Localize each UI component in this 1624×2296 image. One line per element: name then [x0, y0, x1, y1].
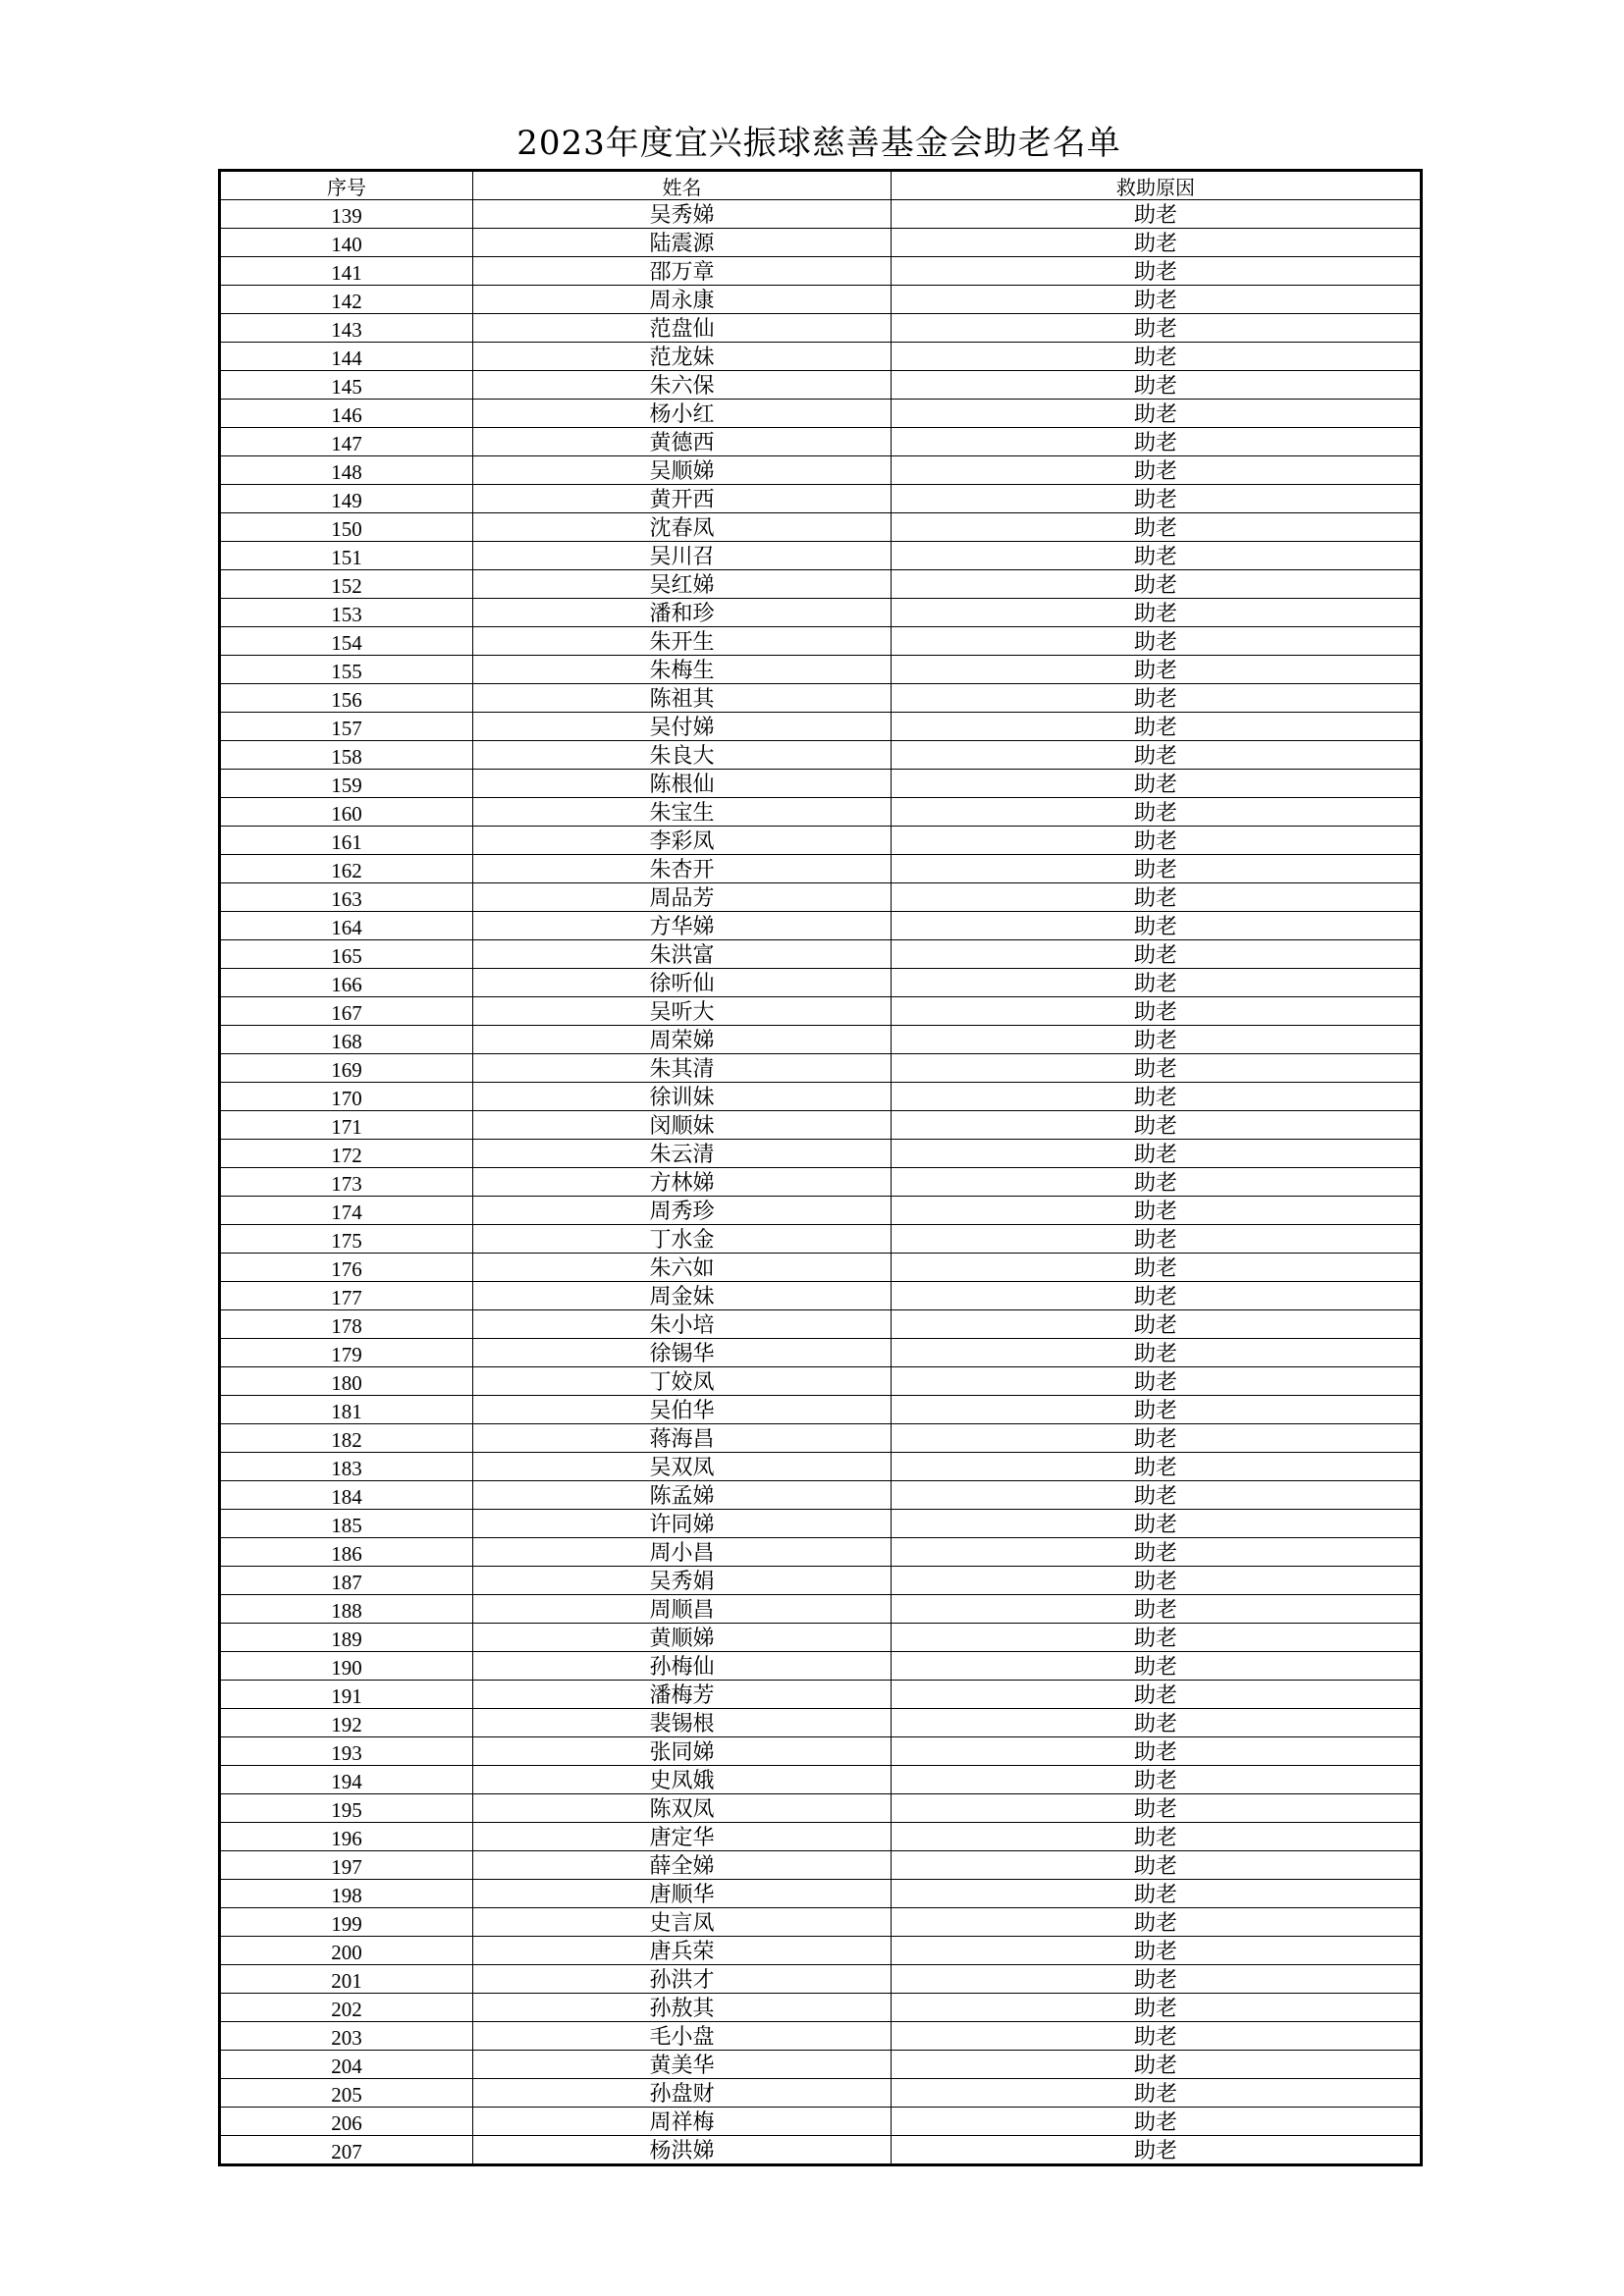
table-row	[220, 713, 1422, 741]
cell-serial-number: 201	[220, 1965, 473, 1994]
table-row	[220, 428, 1422, 456]
table-row	[220, 1965, 1422, 1994]
table-row	[220, 343, 1422, 371]
table-row	[220, 2108, 1422, 2136]
cell-aid-reason: 助老	[892, 1823, 1422, 1851]
cell-serial-number: 200	[220, 1937, 473, 1965]
cell-serial-number: 180	[220, 1367, 473, 1396]
header-name: 姓名	[473, 171, 892, 200]
table-row	[220, 627, 1422, 656]
cell-aid-reason: 助老	[892, 286, 1422, 314]
table-row	[220, 1994, 1422, 2022]
cell-aid-reason: 助老	[892, 456, 1422, 485]
cell-aid-reason: 助老	[892, 1709, 1422, 1737]
cell-name: 朱开生	[473, 627, 892, 656]
cell-name: 蒋海昌	[473, 1424, 892, 1453]
cell-name: 孙敖其	[473, 1994, 892, 2022]
table-row	[220, 1851, 1422, 1880]
cell-serial-number: 151	[220, 542, 473, 570]
table-row	[220, 827, 1422, 855]
cell-aid-reason: 助老	[892, 1908, 1422, 1937]
cell-aid-reason: 助老	[892, 1310, 1422, 1339]
cell-aid-reason: 助老	[892, 1737, 1422, 1766]
cell-aid-reason: 助老	[892, 1254, 1422, 1282]
cell-aid-reason: 助老	[892, 513, 1422, 542]
cell-serial-number: 147	[220, 428, 473, 456]
cell-serial-number: 169	[220, 1054, 473, 1083]
cell-aid-reason: 助老	[892, 1083, 1422, 1111]
cell-serial-number: 207	[220, 2136, 473, 2165]
cell-serial-number: 145	[220, 371, 473, 400]
cell-serial-number: 152	[220, 570, 473, 599]
cell-aid-reason: 助老	[892, 200, 1422, 229]
cell-serial-number: 185	[220, 1510, 473, 1538]
table-row	[220, 1624, 1422, 1652]
table-row	[220, 599, 1422, 627]
cell-serial-number: 154	[220, 627, 473, 656]
cell-serial-number: 188	[220, 1595, 473, 1624]
cell-name: 陈根仙	[473, 770, 892, 798]
cell-name: 黄美华	[473, 2051, 892, 2079]
cell-aid-reason: 助老	[892, 1851, 1422, 1880]
cell-serial-number: 172	[220, 1140, 473, 1168]
cell-aid-reason: 助老	[892, 570, 1422, 599]
cell-name: 张同娣	[473, 1737, 892, 1766]
cell-serial-number: 191	[220, 1681, 473, 1709]
cell-name: 范盘仙	[473, 314, 892, 343]
cell-serial-number: 194	[220, 1766, 473, 1794]
cell-name: 吴秀娟	[473, 1567, 892, 1595]
cell-aid-reason: 助老	[892, 1652, 1422, 1681]
cell-name: 朱六保	[473, 371, 892, 400]
table-row	[220, 2136, 1422, 2165]
cell-name: 吴伯华	[473, 1396, 892, 1424]
cell-name: 唐顺华	[473, 1880, 892, 1908]
cell-aid-reason: 助老	[892, 912, 1422, 940]
cell-aid-reason: 助老	[892, 1396, 1422, 1424]
cell-aid-reason: 助老	[892, 713, 1422, 741]
cell-name: 朱宝生	[473, 798, 892, 827]
cell-serial-number: 193	[220, 1737, 473, 1766]
cell-name: 陆震源	[473, 229, 892, 257]
cell-serial-number: 143	[220, 314, 473, 343]
cell-aid-reason: 助老	[892, 599, 1422, 627]
cell-aid-reason: 助老	[892, 2022, 1422, 2051]
cell-serial-number: 202	[220, 1994, 473, 2022]
table-row	[220, 1111, 1422, 1140]
table-row	[220, 400, 1422, 428]
cell-aid-reason: 助老	[892, 798, 1422, 827]
table-row	[220, 2022, 1422, 2051]
cell-serial-number: 179	[220, 1339, 473, 1367]
cell-name: 闵顺妹	[473, 1111, 892, 1140]
table-row	[220, 456, 1422, 485]
cell-serial-number: 168	[220, 1026, 473, 1054]
cell-name: 吴顺娣	[473, 456, 892, 485]
cell-serial-number: 189	[220, 1624, 473, 1652]
cell-serial-number: 160	[220, 798, 473, 827]
cell-serial-number: 203	[220, 2022, 473, 2051]
cell-name: 薛全娣	[473, 1851, 892, 1880]
table-row	[220, 1197, 1422, 1225]
header-aid-reason: 救助原因	[892, 171, 1422, 200]
table-row	[220, 1737, 1422, 1766]
table-row	[220, 770, 1422, 798]
cell-serial-number: 158	[220, 741, 473, 770]
cell-serial-number: 167	[220, 997, 473, 1026]
cell-serial-number: 204	[220, 2051, 473, 2079]
cell-name: 陈祖其	[473, 684, 892, 713]
table-row	[220, 1937, 1422, 1965]
cell-serial-number: 161	[220, 827, 473, 855]
cell-name: 陈双凤	[473, 1794, 892, 1823]
table-row	[220, 229, 1422, 257]
cell-name: 朱杏开	[473, 855, 892, 883]
cell-aid-reason: 助老	[892, 485, 1422, 513]
cell-serial-number: 195	[220, 1794, 473, 1823]
table-row	[220, 1083, 1422, 1111]
cell-name: 唐定华	[473, 1823, 892, 1851]
cell-aid-reason: 助老	[892, 343, 1422, 371]
table-row	[220, 798, 1422, 827]
header-serial-number: 序号	[220, 171, 473, 200]
cell-serial-number: 206	[220, 2108, 473, 2136]
cell-name: 裴锡根	[473, 1709, 892, 1737]
cell-name: 史凤娥	[473, 1766, 892, 1794]
cell-name: 邵万章	[473, 257, 892, 286]
cell-name: 朱云清	[473, 1140, 892, 1168]
table-row	[220, 485, 1422, 513]
cell-aid-reason: 助老	[892, 2079, 1422, 2108]
cell-name: 徐训妹	[473, 1083, 892, 1111]
cell-serial-number: 159	[220, 770, 473, 798]
table-row	[220, 1481, 1422, 1510]
cell-aid-reason: 助老	[892, 1367, 1422, 1396]
cell-aid-reason: 助老	[892, 400, 1422, 428]
cell-serial-number: 190	[220, 1652, 473, 1681]
table-row	[220, 1908, 1422, 1937]
table-row	[220, 257, 1422, 286]
cell-name: 吴听大	[473, 997, 892, 1026]
table-row	[220, 1709, 1422, 1737]
cell-aid-reason: 助老	[892, 1766, 1422, 1794]
cell-serial-number: 140	[220, 229, 473, 257]
table-row	[220, 1225, 1422, 1254]
cell-name: 朱梅生	[473, 656, 892, 684]
cell-aid-reason: 助老	[892, 827, 1422, 855]
cell-serial-number: 148	[220, 456, 473, 485]
cell-name: 周顺昌	[473, 1595, 892, 1624]
table-row	[220, 1823, 1422, 1851]
table-row	[220, 940, 1422, 969]
cell-name: 范龙妹	[473, 343, 892, 371]
cell-aid-reason: 助老	[892, 969, 1422, 997]
cell-aid-reason: 助老	[892, 1225, 1422, 1254]
table-row	[220, 570, 1422, 599]
cell-aid-reason: 助老	[892, 1937, 1422, 1965]
cell-aid-reason: 助老	[892, 684, 1422, 713]
cell-aid-reason: 助老	[892, 2136, 1422, 2165]
table-row	[220, 883, 1422, 912]
cell-name: 沈春凤	[473, 513, 892, 542]
cell-serial-number: 199	[220, 1908, 473, 1937]
cell-name: 杨洪娣	[473, 2136, 892, 2165]
table-row	[220, 1396, 1422, 1424]
cell-serial-number: 198	[220, 1880, 473, 1908]
cell-aid-reason: 助老	[892, 1168, 1422, 1197]
cell-aid-reason: 助老	[892, 1538, 1422, 1567]
table-row	[220, 684, 1422, 713]
table-row	[220, 371, 1422, 400]
cell-name: 朱洪富	[473, 940, 892, 969]
cell-name: 周金妹	[473, 1282, 892, 1310]
cell-serial-number: 187	[220, 1567, 473, 1595]
table-row	[220, 1140, 1422, 1168]
table-row	[220, 1339, 1422, 1367]
table-row	[220, 1510, 1422, 1538]
cell-serial-number: 170	[220, 1083, 473, 1111]
cell-name: 周小昌	[473, 1538, 892, 1567]
cell-name: 方林娣	[473, 1168, 892, 1197]
cell-serial-number: 139	[220, 200, 473, 229]
table-row	[220, 314, 1422, 343]
cell-serial-number: 184	[220, 1481, 473, 1510]
cell-aid-reason: 助老	[892, 2051, 1422, 2079]
cell-aid-reason: 助老	[892, 1111, 1422, 1140]
cell-aid-reason: 助老	[892, 1197, 1422, 1225]
cell-name: 周永康	[473, 286, 892, 314]
cell-serial-number: 150	[220, 513, 473, 542]
cell-aid-reason: 助老	[892, 1567, 1422, 1595]
cell-aid-reason: 助老	[892, 741, 1422, 770]
table-row	[220, 1794, 1422, 1823]
table-row	[220, 2079, 1422, 2108]
table-row	[220, 542, 1422, 570]
cell-name: 陈孟娣	[473, 1481, 892, 1510]
cell-serial-number: 162	[220, 855, 473, 883]
cell-name: 吴红娣	[473, 570, 892, 599]
cell-serial-number: 157	[220, 713, 473, 741]
table-row	[220, 1424, 1422, 1453]
cell-name: 毛小盘	[473, 2022, 892, 2051]
beneficiary-table	[218, 169, 1423, 2166]
cell-name: 孙盘财	[473, 2079, 892, 2108]
cell-name: 黄顺娣	[473, 1624, 892, 1652]
cell-name: 朱其清	[473, 1054, 892, 1083]
cell-aid-reason: 助老	[892, 1026, 1422, 1054]
cell-name: 吴秀娣	[473, 200, 892, 229]
cell-aid-reason: 助老	[892, 1880, 1422, 1908]
cell-aid-reason: 助老	[892, 627, 1422, 656]
cell-aid-reason: 助老	[892, 656, 1422, 684]
cell-name: 孙梅仙	[473, 1652, 892, 1681]
cell-aid-reason: 助老	[892, 1994, 1422, 2022]
table-row	[220, 997, 1422, 1026]
table-row	[220, 513, 1422, 542]
table-row	[220, 1310, 1422, 1339]
table-row	[220, 1367, 1422, 1396]
cell-aid-reason: 助老	[892, 428, 1422, 456]
cell-name: 丁姣凤	[473, 1367, 892, 1396]
cell-serial-number: 164	[220, 912, 473, 940]
cell-serial-number: 174	[220, 1197, 473, 1225]
cell-serial-number: 176	[220, 1254, 473, 1282]
cell-name: 黄德西	[473, 428, 892, 456]
cell-aid-reason: 助老	[892, 1481, 1422, 1510]
table-row	[220, 1567, 1422, 1595]
cell-aid-reason: 助老	[892, 1424, 1422, 1453]
cell-aid-reason: 助老	[892, 770, 1422, 798]
table-header-row	[220, 171, 1422, 200]
cell-aid-reason: 助老	[892, 1339, 1422, 1367]
table-body	[220, 200, 1422, 2165]
cell-name: 朱小培	[473, 1310, 892, 1339]
table-row	[220, 1054, 1422, 1083]
cell-aid-reason: 助老	[892, 1282, 1422, 1310]
cell-name: 许同娣	[473, 1510, 892, 1538]
cell-aid-reason: 助老	[892, 1794, 1422, 1823]
cell-serial-number: 166	[220, 969, 473, 997]
cell-serial-number: 144	[220, 343, 473, 371]
cell-serial-number: 149	[220, 485, 473, 513]
cell-name: 潘梅芳	[473, 1681, 892, 1709]
cell-aid-reason: 助老	[892, 257, 1422, 286]
cell-name: 朱六如	[473, 1254, 892, 1282]
cell-aid-reason: 助老	[892, 940, 1422, 969]
cell-serial-number: 165	[220, 940, 473, 969]
table-row	[220, 1595, 1422, 1624]
cell-aid-reason: 助老	[892, 997, 1422, 1026]
cell-serial-number: 142	[220, 286, 473, 314]
table-row	[220, 912, 1422, 940]
table-row	[220, 1254, 1422, 1282]
cell-aid-reason: 助老	[892, 371, 1422, 400]
cell-aid-reason: 助老	[892, 1453, 1422, 1481]
table-row	[220, 1026, 1422, 1054]
table-row	[220, 1652, 1422, 1681]
cell-aid-reason: 助老	[892, 542, 1422, 570]
cell-serial-number: 196	[220, 1823, 473, 1851]
cell-serial-number: 192	[220, 1709, 473, 1737]
cell-name: 周荣娣	[473, 1026, 892, 1054]
table-row	[220, 1681, 1422, 1709]
cell-name: 朱良大	[473, 741, 892, 770]
cell-serial-number: 183	[220, 1453, 473, 1481]
table-row	[220, 1766, 1422, 1794]
cell-serial-number: 177	[220, 1282, 473, 1310]
cell-serial-number: 173	[220, 1168, 473, 1197]
cell-serial-number: 186	[220, 1538, 473, 1567]
cell-name: 潘和珍	[473, 599, 892, 627]
cell-name: 黄开西	[473, 485, 892, 513]
cell-aid-reason: 助老	[892, 229, 1422, 257]
cell-serial-number: 156	[220, 684, 473, 713]
cell-aid-reason: 助老	[892, 1595, 1422, 1624]
cell-aid-reason: 助老	[892, 314, 1422, 343]
cell-serial-number: 146	[220, 400, 473, 428]
cell-name: 徐锡华	[473, 1339, 892, 1367]
cell-aid-reason: 助老	[892, 1624, 1422, 1652]
cell-serial-number: 155	[220, 656, 473, 684]
table-row	[220, 741, 1422, 770]
cell-name: 孙洪才	[473, 1965, 892, 1994]
cell-aid-reason: 助老	[892, 883, 1422, 912]
cell-aid-reason: 助老	[892, 1054, 1422, 1083]
cell-name: 周秀珍	[473, 1197, 892, 1225]
cell-name: 吴川召	[473, 542, 892, 570]
document-title: 2023年度宜兴振球慈善基金会助老名单	[516, 124, 1121, 163]
table-row	[220, 1282, 1422, 1310]
cell-serial-number: 163	[220, 883, 473, 912]
cell-serial-number: 182	[220, 1424, 473, 1453]
cell-name: 方华娣	[473, 912, 892, 940]
cell-aid-reason: 助老	[892, 1140, 1422, 1168]
cell-serial-number: 175	[220, 1225, 473, 1254]
table-row	[220, 1880, 1422, 1908]
cell-name: 徐听仙	[473, 969, 892, 997]
cell-aid-reason: 助老	[892, 1965, 1422, 1994]
cell-name: 周祥梅	[473, 2108, 892, 2136]
cell-aid-reason: 助老	[892, 1681, 1422, 1709]
cell-aid-reason: 助老	[892, 855, 1422, 883]
table-row	[220, 1453, 1422, 1481]
cell-name: 史言凤	[473, 1908, 892, 1937]
cell-serial-number: 153	[220, 599, 473, 627]
cell-serial-number: 171	[220, 1111, 473, 1140]
table-row	[220, 286, 1422, 314]
table-row	[220, 969, 1422, 997]
table-row	[220, 855, 1422, 883]
cell-name: 李彩凤	[473, 827, 892, 855]
cell-aid-reason: 助老	[892, 1510, 1422, 1538]
cell-serial-number: 197	[220, 1851, 473, 1880]
cell-serial-number: 141	[220, 257, 473, 286]
cell-aid-reason: 助老	[892, 2108, 1422, 2136]
cell-name: 吴付娣	[473, 713, 892, 741]
cell-serial-number: 178	[220, 1310, 473, 1339]
table-row	[220, 2051, 1422, 2079]
cell-name: 杨小红	[473, 400, 892, 428]
cell-serial-number: 205	[220, 2079, 473, 2108]
table-row	[220, 1168, 1422, 1197]
table-row	[220, 200, 1422, 229]
cell-name: 周品芳	[473, 883, 892, 912]
table-row	[220, 656, 1422, 684]
cell-serial-number: 181	[220, 1396, 473, 1424]
cell-name: 吴双凤	[473, 1453, 892, 1481]
cell-name: 丁水金	[473, 1225, 892, 1254]
table-row	[220, 1538, 1422, 1567]
cell-name: 唐兵荣	[473, 1937, 892, 1965]
